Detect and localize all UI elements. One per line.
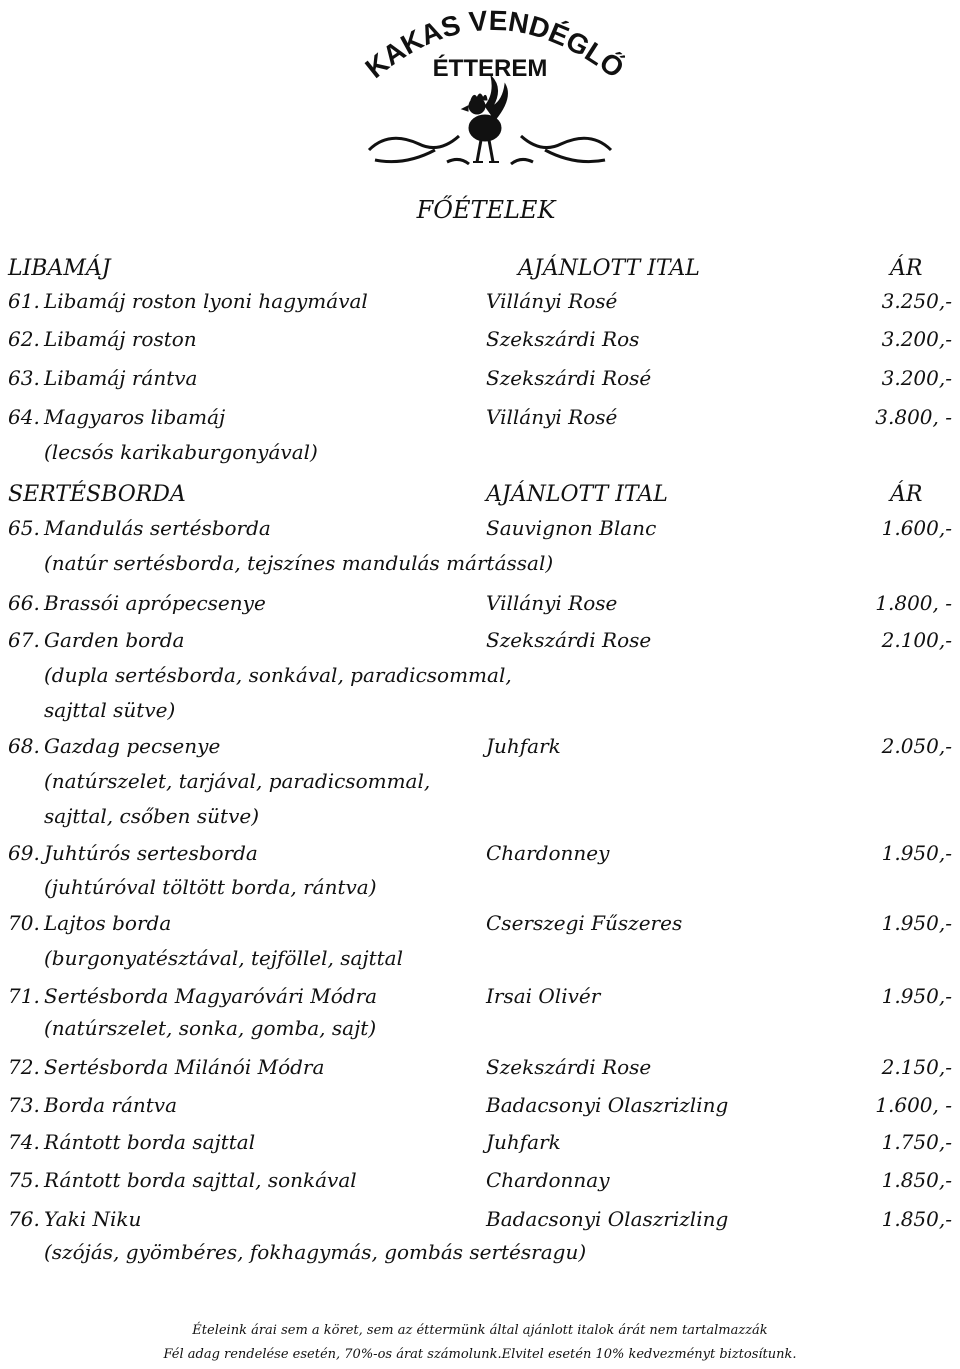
footer-note-1: Ételeink árai sem a köret, sem az éttermünk által ajánlott italok árát nem tartalmazzák <box>192 1323 768 1338</box>
item-description: (juhtúróval töltött borda, rántva) <box>44 875 377 899</box>
item-name: Libamáj roston <box>44 327 197 351</box>
item-description: (natúrszelet, tarjával, paradicsommal, <box>44 769 431 793</box>
item-recommended-wine: Szekszárdi Ros <box>486 327 640 351</box>
menu-item-row <box>0 289 960 317</box>
item-price: 3.200,- <box>881 366 952 390</box>
item-number: 62. <box>8 327 40 351</box>
item-recommended-wine: Szekszárdi Rose <box>486 1055 652 1079</box>
item-name: Gazdag pecsenye <box>44 734 221 758</box>
menu-item-row <box>0 1130 960 1158</box>
item-name: Garden borda <box>44 628 185 652</box>
item-name: Libamáj rántva <box>44 366 198 390</box>
item-number: 74. <box>8 1130 40 1154</box>
menu-item-row <box>0 734 960 762</box>
section-header: SERTÉSBORDA <box>8 482 186 507</box>
item-number: 76. <box>8 1207 40 1231</box>
item-price: 1.600,- <box>881 516 952 540</box>
item-number: 63. <box>8 366 40 390</box>
item-recommended-wine: Cserszegi Fűszeres <box>486 911 683 935</box>
item-number: 66. <box>8 591 40 615</box>
item-recommended-wine: Szekszárdi Rosé <box>486 366 652 390</box>
logo-sub-text: ÉTTEREM <box>432 55 548 82</box>
item-price: 3.250,- <box>881 289 952 313</box>
item-price: 1.800, - <box>875 591 952 615</box>
item-price: 1.850,- <box>881 1168 952 1192</box>
item-price: 1.950,- <box>881 841 952 865</box>
item-recommended-wine: Chardonnay <box>486 1168 610 1192</box>
item-name: Magyaros libamáj <box>44 405 226 429</box>
item-recommended-wine: Villányi Rosé <box>486 289 618 313</box>
item-recommended-wine: Villányi Rose <box>486 591 618 615</box>
item-recommended-wine: Szekszárdi Rose <box>486 628 652 652</box>
menu-item-row <box>0 841 960 869</box>
rooster-icon <box>462 76 507 162</box>
item-recommended-wine: Badacsonyi Olaszrizling <box>486 1093 729 1117</box>
column-header-drink: AJÁNLOTT ITAL <box>486 482 668 507</box>
item-price: 2.100,- <box>881 628 952 652</box>
column-header-price: ÁR <box>890 482 923 507</box>
item-name: Rántott borda sajttal <box>44 1130 256 1154</box>
rooster-logo-graphic <box>355 0 625 180</box>
item-name: Rántott borda sajttal, sonkával <box>44 1168 357 1192</box>
item-recommended-wine: Badacsonyi Olaszrizling <box>486 1207 729 1231</box>
menu-item-row <box>0 628 960 656</box>
menu-item-row <box>0 984 960 1012</box>
menu-item-row <box>0 405 960 433</box>
logo-arc-text: KAKAS VENDÉGL <box>359 4 611 85</box>
column-header-price: ÁR <box>890 256 923 281</box>
restaurant-logo <box>355 0 625 180</box>
item-recommended-wine: Juhfark <box>486 1130 561 1154</box>
menu-item-row <box>0 516 960 544</box>
item-number: 61. <box>8 289 40 313</box>
item-name: Libamáj roston lyoni hagymával <box>44 289 368 313</box>
item-price: 2.150,- <box>881 1055 952 1079</box>
item-number: 71. <box>8 984 40 1008</box>
item-number: 75. <box>8 1168 40 1192</box>
item-number: 67. <box>8 628 40 652</box>
item-name: Sertésborda Milánói Módra <box>44 1055 325 1079</box>
item-price: 2.050,- <box>881 734 952 758</box>
item-price: 3.200,- <box>881 327 952 351</box>
item-description: (natúrszelet, sonka, gomba, sajt) <box>44 1016 377 1040</box>
item-name: Sertésborda Magyaróvári Módra <box>44 984 378 1008</box>
menu-item-row <box>0 591 960 619</box>
item-name: Mandulás sertésborda <box>44 516 271 540</box>
item-description: (natúr sertésborda, tejszínes mandulás mártással) <box>44 551 554 575</box>
item-description: sajttal sütve) <box>44 698 176 722</box>
section-header: LIBAMÁJ <box>8 256 111 281</box>
footer-note-2: Fél adag rendelése esetén, 70%-os árat számolunk.Elvitel esetén 10% kedvezményt biztosítunk. <box>163 1347 797 1362</box>
item-name: Borda rántva <box>44 1093 178 1117</box>
item-number: 68. <box>8 734 40 758</box>
item-price: 1.750,- <box>881 1130 952 1154</box>
item-recommended-wine: Chardonney <box>486 841 610 865</box>
menu-item-row <box>0 1207 960 1235</box>
item-name: Lajtos borda <box>44 911 172 935</box>
item-price: 1.850,- <box>881 1207 952 1231</box>
menu-item-row <box>0 366 960 394</box>
item-recommended-wine: Juhfark <box>486 734 561 758</box>
item-name: Yaki Niku <box>44 1207 142 1231</box>
menu-item-row <box>0 1093 960 1121</box>
item-description: (szójás, gyömbéres, fokhagymás, gombás sertésragu) <box>44 1240 587 1264</box>
menu-item-row <box>0 327 960 355</box>
item-number: 64. <box>8 405 40 429</box>
item-description: (lecsós karikaburgonyával) <box>44 440 318 464</box>
item-price: 1.600, - <box>875 1093 952 1117</box>
item-recommended-wine: Villányi Rosé <box>486 405 618 429</box>
item-number: 70. <box>8 911 40 935</box>
menu-item-row <box>0 911 960 939</box>
item-name: Juhtúrós sertesborda <box>44 841 258 865</box>
item-number: 73. <box>8 1093 40 1117</box>
menu-item-row <box>0 1055 960 1083</box>
item-number: 69. <box>8 841 40 865</box>
item-name: Brassói aprópecsenye <box>44 591 266 615</box>
item-description: (burgonyatésztával, tejföllel, sajttal <box>44 946 404 970</box>
item-recommended-wine: Sauvignon Blanc <box>486 516 657 540</box>
item-description: sajttal, csőben sütve) <box>44 804 259 828</box>
item-description: (dupla sertésborda, sonkával, paradicsommal, <box>44 663 512 687</box>
item-number: 65. <box>8 516 40 540</box>
item-price: 1.950,- <box>881 984 952 1008</box>
column-header-drink: AJÁNLOTT ITAL <box>518 256 700 281</box>
page-title: FŐÉTELEK <box>416 196 556 224</box>
item-recommended-wine: Irsai Olivér <box>486 984 601 1008</box>
menu-item-row <box>0 1168 960 1196</box>
item-price: 3.800, - <box>875 405 952 429</box>
item-number: 72. <box>8 1055 40 1079</box>
item-price: 1.950,- <box>881 911 952 935</box>
